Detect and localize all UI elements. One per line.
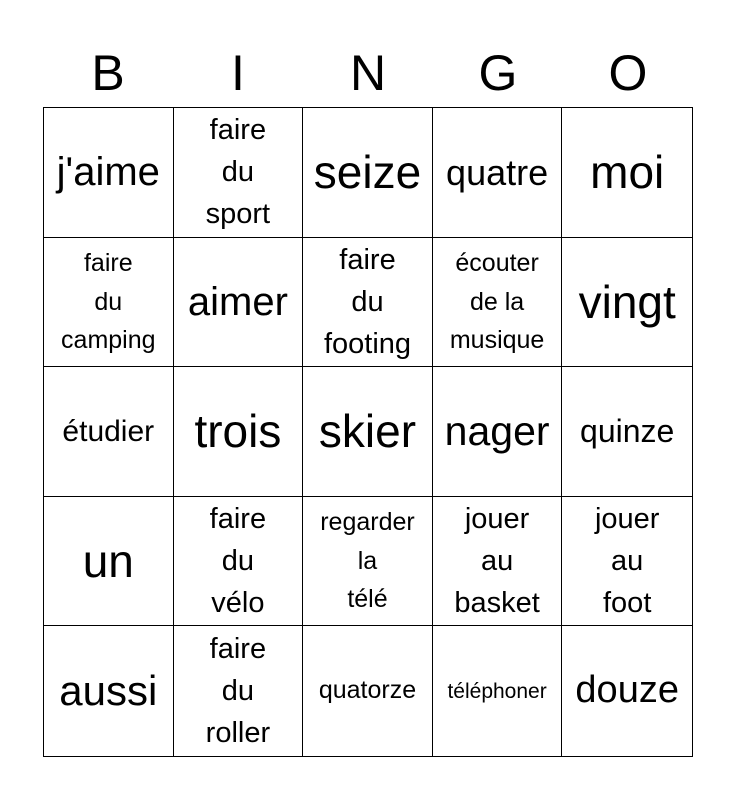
bingo-cell-text: j'aime — [56, 150, 160, 195]
bingo-cell-r1-c3[interactable] — [303, 108, 433, 238]
bingo-cell-text: faire du camping — [61, 248, 156, 355]
bingo-cell-r4-c1[interactable] — [44, 497, 174, 627]
bingo-cell-r3-c4[interactable] — [433, 367, 563, 497]
bingo-cell-r1-c2[interactable] — [174, 108, 304, 238]
bingo-cell-text: seize — [313, 146, 422, 198]
bingo-cell-r3-c1[interactable] — [44, 367, 174, 497]
bingo-cell-text: douze — [575, 669, 679, 712]
bingo-cell-r4-c5[interactable] — [562, 497, 692, 627]
bingo-cell-r4-c4[interactable] — [433, 497, 563, 627]
bingo-cell-r2-c1[interactable] — [44, 238, 174, 368]
bingo-cell-r1-c5[interactable] — [562, 108, 692, 238]
bingo-cell-text: faire du vélo — [209, 503, 267, 620]
bingo-cell-r5-c4[interactable] — [433, 626, 563, 756]
bingo-board — [43, 107, 693, 757]
bingo-cell-text: moi — [590, 146, 665, 198]
header-letter-o: O — [608, 45, 648, 101]
bingo-cell-text: faire du footing — [323, 243, 412, 360]
bingo-cell-r1-c1[interactable] — [44, 108, 174, 238]
bingo-cell-text: faire du roller — [205, 633, 271, 750]
bingo-cell-text: un — [82, 534, 134, 587]
bingo-cell-r5-c5[interactable] — [562, 626, 692, 756]
bingo-cell-text: quinze — [580, 413, 675, 450]
bingo-cell-r3-c5[interactable] — [562, 367, 692, 497]
bingo-cell-text: nager — [444, 407, 550, 454]
bingo-cell-text: téléphoner — [447, 679, 547, 703]
header-letter-i: I — [231, 45, 245, 101]
bingo-cell-text: étudier — [62, 414, 155, 448]
bingo-cell-text: quatorze — [318, 676, 417, 705]
bingo-cell-r4-c2[interactable] — [174, 497, 304, 627]
bingo-cell-text: vingt — [578, 275, 676, 328]
bingo-cell-text: trois — [194, 405, 282, 458]
bingo-cell-text: skier — [318, 405, 417, 458]
header-letter-g: G — [478, 45, 518, 101]
bingo-cell-text: aimer — [187, 279, 288, 324]
bingo-cell-r4-c3[interactable] — [303, 497, 433, 627]
header-letter-b: B — [91, 45, 125, 101]
bingo-cell-r2-c3[interactable] — [303, 238, 433, 368]
header-letter-n: N — [349, 45, 387, 101]
bingo-cell-r2-c5[interactable] — [562, 238, 692, 368]
bingo-cell-text: faire du sport — [205, 114, 271, 231]
bingo-cell-r1-c4[interactable] — [433, 108, 563, 238]
bingo-cell-r2-c2[interactable] — [174, 238, 304, 368]
bingo-cell-text: aussi — [59, 667, 158, 715]
bingo-cell-r5-c1[interactable] — [44, 626, 174, 756]
bingo-cell-text: quatre — [446, 151, 549, 193]
bingo-cell-r3-c3[interactable] — [303, 367, 433, 497]
bingo-cell-r3-c2[interactable] — [174, 367, 304, 497]
bingo-cell-r5-c3[interactable] — [303, 626, 433, 756]
bingo-cell-text: regarder la télé — [320, 507, 415, 614]
bingo-cell-text: jouer au foot — [594, 503, 660, 620]
bingo-header — [43, 40, 693, 106]
bingo-cell-text: jouer au basket — [454, 503, 540, 620]
bingo-cell-r5-c2[interactable] — [174, 626, 304, 756]
bingo-cell-text: écouter de la musique — [449, 248, 545, 355]
bingo-cell-r2-c4[interactable] — [433, 238, 563, 368]
